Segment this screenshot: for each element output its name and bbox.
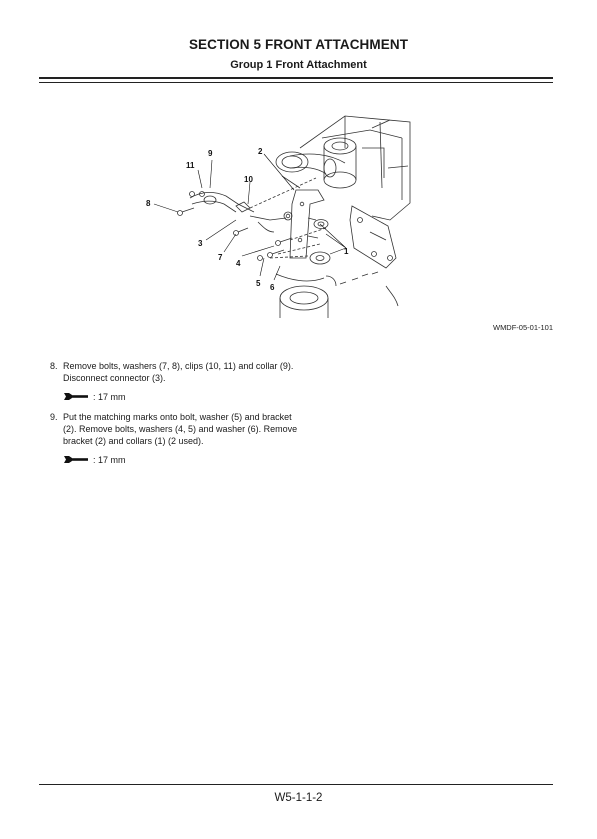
figure-label-10: 10 — [244, 175, 253, 184]
step-number: 9. — [50, 412, 58, 422]
wrench-icon — [63, 455, 89, 464]
figure-label-6: 6 — [270, 283, 275, 292]
front-attachment-diagram — [140, 108, 430, 326]
torque-spec — [63, 454, 300, 468]
figure-code: WMDF-05-01-101 — [492, 323, 553, 332]
figure-label-11: 11 — [186, 161, 195, 170]
header-rule-thick — [39, 77, 553, 79]
group-title: Group 1 Front Attachment — [230, 59, 367, 71]
figure-label-2: 2 — [258, 147, 263, 156]
figure-label-7: 7 — [218, 253, 223, 262]
header-rule-thin — [39, 82, 553, 83]
footer-rule — [39, 784, 553, 785]
procedure-steps — [50, 360, 300, 474]
figure-label-3: 3 — [198, 239, 203, 248]
step-number: 8. — [50, 361, 58, 371]
figure-label-1: 1 — [344, 247, 349, 256]
figure-label-4: 4 — [236, 259, 241, 268]
figure-label-5: 5 — [256, 279, 261, 288]
figure-label-8: 8 — [146, 199, 151, 208]
section-title: SECTION 5 FRONT ATTACHMENT — [188, 37, 409, 52]
wrench-size: : 17 mm — [93, 455, 126, 465]
wrench-size: : 17 mm — [93, 392, 126, 402]
step-text: Remove bolts, washers (7, 8), clips (10, 11) and collar (9). Disconnect connector (3). — [63, 361, 294, 383]
torque-spec — [63, 391, 300, 405]
step-9 — [50, 411, 300, 447]
wrench-icon — [63, 392, 89, 401]
step-8 — [50, 360, 300, 384]
page-number: W5-1-1-2 — [274, 792, 323, 804]
figure-label-9: 9 — [208, 149, 213, 158]
step-text: Put the matching marks onto bolt, washer (5) and bracket (2). Remove bolts, washers (4, 5) and washer (6). Remove bracket (2) and collars (1) (2 used). — [63, 412, 298, 446]
